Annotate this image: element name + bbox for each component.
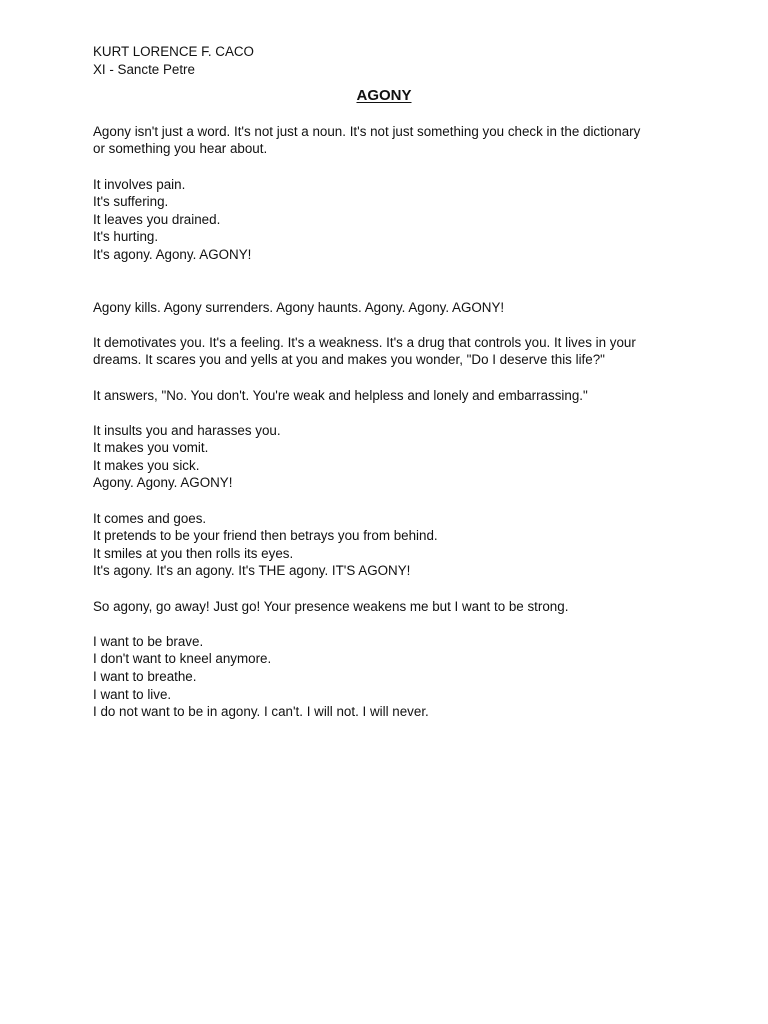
poem-line: It's agony. Agony. AGONY!	[93, 246, 252, 262]
poem-line: I don't want to kneel anymore.	[93, 651, 272, 667]
stanza-6	[93, 422, 693, 492]
stanza-1	[93, 123, 693, 158]
stanza-5	[93, 387, 693, 405]
poem-line: It pretends to be your friend then betrays you from behind.	[93, 528, 438, 544]
stanza-3	[93, 299, 693, 317]
author-name: KURT LORENCE F. CACO	[93, 44, 254, 59]
stanza-2	[93, 176, 693, 264]
document-title: AGONY	[356, 87, 412, 105]
poem-line: It involves pain.	[93, 176, 186, 192]
stanza-7	[93, 510, 693, 580]
poem-line: So agony, go away! Just go! Your presence weakens me but I want to be strong.	[93, 598, 569, 614]
poem-line: I want to breathe.	[93, 669, 197, 684]
poem-line: I want to live.	[93, 686, 172, 702]
poem-line: It demotivates you. It's a feeling. It's a weakness. It's a drug that controls you. It lives in your	[93, 334, 636, 350]
poem-line: It's hurting.	[93, 229, 159, 245]
poem-line: I want to be brave.	[93, 633, 204, 649]
poem-line: It answers, "No. You don't. You're weak and helpless and lonely and embarrassing."	[93, 387, 588, 403]
poem-line: It insults you and harasses you.	[93, 422, 281, 438]
stanza-8	[93, 598, 693, 616]
poem-line: Agony kills. Agony surrenders. Agony haunts. Agony. Agony. AGONY!	[93, 299, 505, 315]
document-body	[93, 43, 693, 721]
poem-line: It makes you vomit.	[93, 440, 209, 456]
poem-line: Agony. Agony. AGONY!	[93, 475, 233, 491]
poem-line: It leaves you drained.	[93, 211, 221, 227]
poem-line: It makes you sick.	[93, 457, 200, 473]
stanza-9	[93, 633, 693, 721]
poem-line: It's suffering.	[93, 194, 169, 210]
poem-line: It comes and goes.	[93, 510, 207, 526]
stanza-4	[93, 334, 693, 369]
poem-line: It smiles at you then rolls its eyes.	[93, 545, 294, 561]
class-section: XI - Sancte Petre	[93, 61, 195, 77]
poem-line: dreams. It scares you and yells at you and makes you wonder, "Do I deserve this life?"	[93, 352, 605, 368]
poem-line: It's agony. It's an agony. It's THE agony. IT'S AGONY!	[93, 563, 411, 579]
poem-line: or something you hear about.	[93, 141, 268, 157]
poem-line: I do not want to be in agony. I can't. I will not. I will never.	[93, 704, 429, 720]
poem-line: Agony isn't just a word. It's not just a noun. It's not just something you check in the dictionary	[93, 123, 641, 139]
